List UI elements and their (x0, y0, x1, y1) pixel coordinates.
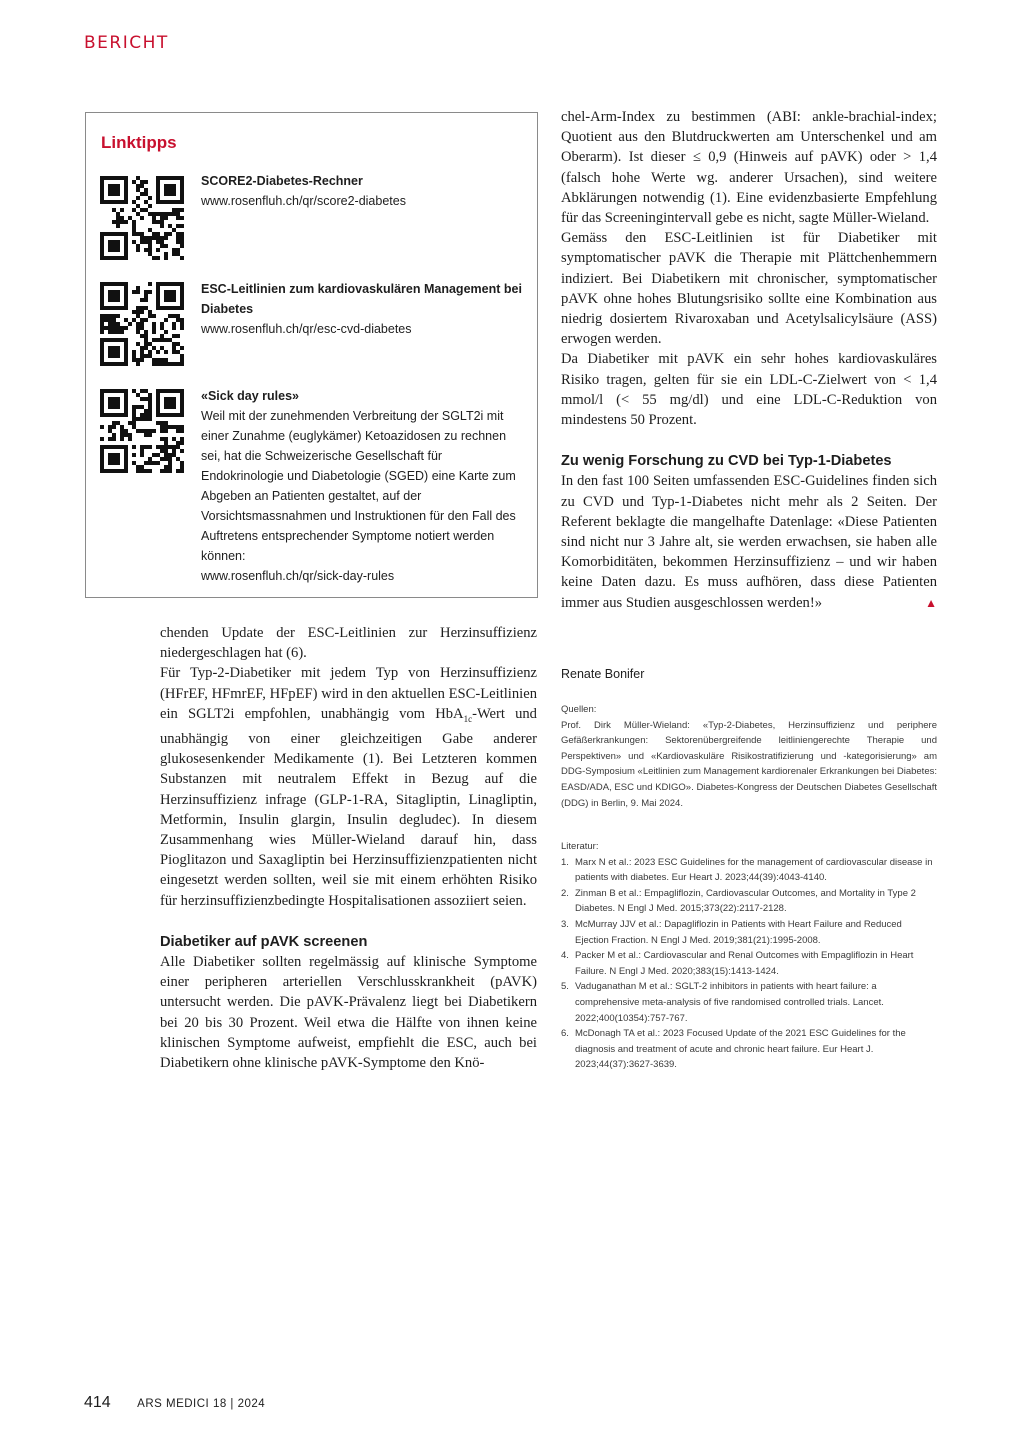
paragraph: chenden Update der ESC-Leitlinien zur Herzinsuffizienz niedergeschlagen hat (6). (160, 625, 537, 662)
linktipps-title: Linktipps (101, 133, 177, 152)
literature-label: Literatur: (561, 841, 599, 852)
page-number: 414 (84, 1394, 111, 1411)
end-mark-icon: ▲ (925, 595, 937, 610)
section-label: BERICHT (84, 33, 169, 53)
left-column (160, 623, 537, 1073)
link-entry-sick-day (201, 386, 526, 586)
link-entry-score2 (201, 171, 526, 211)
reference-item: 1. Marx N et al.: 2023 ESC Guidelines for the management of cardiovascular disease in patients with diabetes. Eur Heart J. 2023;44(39):4043-4140. (561, 856, 933, 884)
author: Renate Bonifer (561, 667, 645, 681)
page-footer (84, 1394, 265, 1412)
paragraph: chel-Arm-Index zu bestimmen (ABI: ankle-brachial-index; Quotient aus den Blutdruckwerten am Unterschenkel und am Oberarm). Ist dieser ≤ 0,9 (Hinweis auf pAVK) oder > 1,4 (falsch hohe Werte wg. anderer Ursachen), sind weitere Abklärungen notwendig (1). Eine evidenzbasierte Empfehlung für das Screeningintervall gebe es nicht, sagte Müller-Wieland. (561, 109, 937, 227)
link-title: ESC-Leitlinien zum kardiovaskulären Management bei Diabetes (201, 282, 522, 316)
linktipps-box (85, 112, 538, 598)
right-column (561, 107, 937, 613)
paragraph: Da Diabetiker mit pAVK ein sehr hohes kardiovaskuläres Risiko tragen, gelten für sie ein LDL-C-Zielwert von < 1,4 mmol/l (< 55 mg/dl) und eine LDL-C-Reduktion von mindestens 50 Prozent. (561, 351, 937, 429)
sources (561, 702, 937, 811)
paragraph: In den fast 100 Seiten umfassenden ESC-Guidelines finden sich zu CVD und Typ-1-Diabetes nicht mehr als 2 Seiten. Der Referent beklagte die mangelhafte Datenlage: «Diese Patienten sind nicht nur 3 Jahre alt, sie werden erwachsen, sie haben alle Komorbiditäten, bekommen Herzinsuffizienz – und wir haben keine Daten dazu. Es muss aufhören, dass diese Patienten immer aus Studien ausgeschlossen werden!» ▲ (561, 471, 937, 612)
link-url[interactable]: www.rosenfluh.ch/qr/score2-diabetes (201, 194, 406, 208)
paragraph: Gemäss den ESC-Leitlinien ist für Diabetiker mit symptomatischer pAVK die Therapie mit Plättchenhemmern indiziert. Bei Diabetikern mit chronischer, symptomatischer pAVK ohne hohes Blutungsrisiko sollte eine Kombination aus niedrig dosiertem Rivaroxaban und Acetylsalicylsäure (ASS) erwogen werden. (561, 230, 937, 348)
link-title: SCORE2-Diabetes-Rechner (201, 174, 363, 188)
link-url[interactable]: www.rosenfluh.ch/qr/esc-cvd-diabetes (201, 322, 412, 336)
reference-item: 4. Packer M et al.: Cardiovascular and Renal Outcomes with Empagliflozin in Heart Failure. N Engl J Med. 2020;383(15):1413-1424. (561, 950, 914, 977)
section-heading: Zu wenig Forschung zu CVD bei Typ-1-Diabetes (561, 453, 892, 470)
journal-name: ARS MEDICI 18 | 2024 (137, 1398, 266, 1410)
sources-text: Prof. Dirk Müller-Wieland: «Typ-2-Diabetes, Herzinsuffizienz und periphere Gefäßerkrankungen: Sektorenübergreifende leitliniengerechte Therapie und Perspektiven» und «Kardiovaskuläre Risikostratifizierung und -kategorisierung» am DDG-Symposium «Leitlinien zum Management kardiorenaler Erkrankungen bei Diabetes: EASD/ADA, ESC und KDIGO». Diabetes-Kongress der Deutschen Diabetes Gesellschaft (DDG) in Berlin, 9. Mai 2024. (561, 719, 937, 809)
link-url[interactable]: www.rosenfluh.ch/qr/sick-day-rules (201, 569, 395, 583)
paragraph: Für Typ-2-Diabetiker mit jedem Typ von Herzinsuffizienz (HFrEF, HFmrEF, HFpEF) wird in den aktuellen ESC-Leitlinien ein SGLT2i empfohlen, unabhängig vom HbA$_{1c}$-Wert und unabhängig von einer gleichzeitigen Gabe anderer glukosesenkender Medikamente (1). Bei Letzteren kommen Substanzen mit neutralem Effekt in Bezug auf die Herzinsuffizienz infrage (GLP-1-RA, Sitagliptin, Linagliptin, Metformin, Insulin glargin, Insulin degludec). In diesem Zusammenhang wies Müller-Wieland darauf hin, dass Pioglitazon und Saxagliptin bei Herzinsuffizienzpatienten nicht eingesetzt werden sollten, weil sie mit einem erhöhten Risiko für herzinsuffizienzbedingte Hospitalisationen assoziiert seien. (160, 665, 537, 909)
reference-item: 2. Zinman B et al.: Empagliflozin, Cardiovascular Outcomes, and Mortality in Type 2 Diabetes. N Engl J Med. 2015;373(22):2117-2128. (561, 887, 916, 915)
qr-code-icon[interactable] (100, 389, 184, 473)
qr-code-icon[interactable] (100, 282, 184, 366)
reference-item: 5. Vaduganathan M et al.: SGLT-2 inhibitors in patients with heart failure: a comprehensive meta-analysis of five randomised controlled trials. Lancet. 2022;400(10354):757-767. (561, 981, 884, 1024)
qr-code-icon[interactable] (100, 176, 184, 260)
paragraph: Alle Diabetiker sollten regelmässig auf klinische Symptome einer peripheren arteriellen Verschlusskrankheit (pAVK) untersucht werden. Die pAVK-Prävalenz liegt bei Diabetikern bei 20 bis 30 Prozent. Weil etwa die Hälfte von ihnen keine klinischen Symptome aufweist, empfiehlt die ESC, auch bei Diabetikern ohne klinische pAVK-Symptome den Knö- (160, 953, 537, 1071)
link-entry-esc-cvd (201, 279, 526, 339)
link-title: «Sick day rules» (201, 389, 299, 403)
sources-label: Quellen: (561, 704, 597, 715)
literature (561, 839, 937, 1073)
reference-item: 6. McDonagh TA et al.: 2023 Focused Update of the 2021 ESC Guidelines for the diagnosis and treatment of acute and chronic heart failure. Eur Heart J. 2023;44(37):3627-3639. (561, 1028, 906, 1071)
link-description: Weil mit der zunehmenden Verbreitung der SGLT2i mit einer Zunahme (euglykämer) Ketoazidosen zu rechnen sei, hat die Schweizerische Gesellschaft für Endokrinologie und Diabetologie (SGED) eine Karte zum Abgeben an Patienten gestaltet, auf der Vorsichtsmassnahmen und Instruktionen für den Fall des Auftretens entsprechender Symptome notiert werden können: (201, 409, 516, 563)
reference-item: 3. McMurray JJV et al.: Dapagliflozin in Patients with Heart Failure and Reduced Ejection Fraction. N Engl J Med. 2019;381(21):1995-2008. (561, 918, 902, 946)
section-heading: Diabetiker auf pAVK screenen (160, 933, 368, 950)
